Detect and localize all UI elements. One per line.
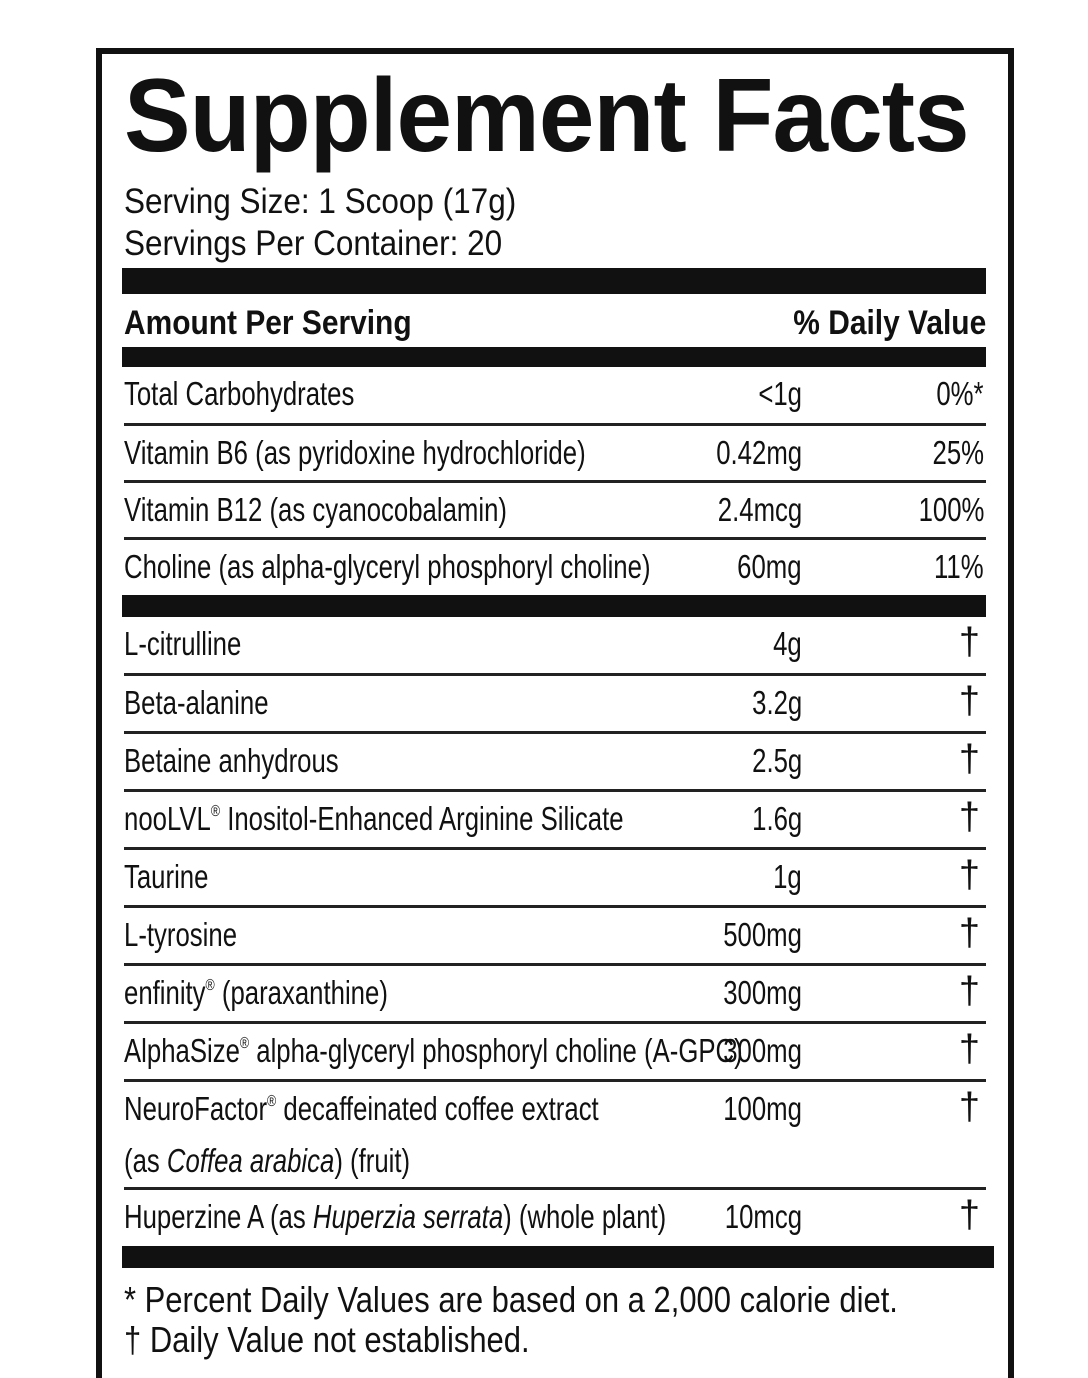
ingredient-amount: 2.5g (751, 742, 802, 779)
ingredient-name (124, 976, 388, 1009)
thick-divider (122, 347, 986, 367)
ingredient-desc: decaffeinated coffee extract (276, 1090, 599, 1127)
ingredient-amount: 1g (773, 858, 802, 895)
thick-divider (122, 595, 986, 617)
table-row (124, 367, 986, 423)
registered-mark: ® (267, 1093, 277, 1110)
brand-name: AlphaSize (124, 1032, 240, 1069)
table-row (124, 847, 986, 908)
column-header (124, 300, 986, 342)
ingredient-name: Taurine (124, 858, 209, 895)
dagger-mark: † (958, 1194, 980, 1236)
dagger-mark: † (958, 912, 980, 954)
ingredient-amount: 4g (773, 625, 802, 662)
servings-per-container: Servings Per Container: 20 (124, 224, 503, 263)
nutrient-amount: 0.42mg (716, 434, 802, 471)
ingredient-name: Huperzine A (as Huperzia serrata) (whole plant) (124, 1198, 667, 1235)
table-row (124, 617, 986, 673)
dagger-mark: † (958, 970, 980, 1012)
registered-mark: ® (239, 1035, 250, 1052)
dagger-mark: † (958, 1086, 980, 1128)
table-row (124, 789, 986, 850)
table-row (124, 537, 986, 598)
panel-title: Supplement Facts (124, 58, 969, 174)
table-row (124, 423, 986, 483)
nutrient-dv: 11% (934, 548, 984, 585)
table-row (124, 731, 986, 792)
table-row (124, 905, 986, 966)
nutrient-dv: 25% (932, 434, 984, 471)
table-row (124, 1187, 986, 1249)
ingredient-desc: alpha-glyceryl phosphoryl choline (A-GPC) (249, 1032, 743, 1069)
nutrient-name: Total Carbohydrates (124, 375, 355, 412)
ingredient-source: (as Coffea arabica) (fruit) (124, 1142, 411, 1179)
table-row (124, 1079, 986, 1190)
table-row (124, 673, 986, 734)
ingredient-name (124, 1092, 599, 1125)
thick-divider (122, 1246, 994, 1268)
ingredient-amount: 500mg (723, 916, 802, 953)
dagger-mark: † (958, 796, 980, 838)
ingredient-desc: (paraxanthine) (214, 974, 388, 1011)
table-row (124, 963, 986, 1024)
nutrient-amount: 2.4mcg (717, 491, 802, 528)
ingredient-amount: 10mcg (724, 1198, 802, 1235)
amount-per-serving-label: Amount Per Serving (124, 304, 412, 342)
thick-divider (122, 268, 986, 294)
table-row (124, 1021, 986, 1082)
dagger-mark: † (958, 854, 980, 896)
ingredient-amount: 100mg (723, 1090, 802, 1127)
ingredient-amount: 300mg (723, 1032, 802, 1069)
nutrient-dv: 0%* (936, 375, 984, 412)
registered-mark: ® (210, 803, 221, 820)
dagger-mark: † (958, 621, 980, 663)
dagger-mark: † (958, 680, 980, 722)
ingredient-amount: 3.2g (751, 684, 802, 721)
botanical-name: Coffea arabica (166, 1142, 335, 1179)
ingredient-name (124, 802, 624, 835)
ingredient-name: L-citrulline (124, 625, 242, 662)
brand-name: NeuroFactor (124, 1090, 268, 1127)
nutrient-name: Vitamin B6 (as pyridoxine hydrochloride) (124, 434, 586, 471)
ingredient-desc: Inositol-Enhanced Arginine Silicate (220, 800, 624, 837)
serving-size: Serving Size: 1 Scoop (17g) (124, 182, 517, 221)
table-row (124, 480, 986, 540)
daily-value-label: % Daily Value (793, 304, 986, 342)
botanical-name: Huperzia serrata (312, 1198, 504, 1235)
ingredient-amount: 1.6g (751, 800, 802, 837)
ingredient-amount: 300mg (723, 974, 802, 1011)
registered-mark: ® (205, 977, 215, 994)
ingredient-name: L-tyrosine (124, 916, 238, 953)
footnote-percent: * Percent Daily Values are based on a 2,000 calorie diet. (124, 1279, 898, 1320)
footnote-dagger: † Daily Value not established. (124, 1319, 530, 1360)
ingredient-name: Betaine anhydrous (124, 742, 339, 779)
nutrient-dv: 100% (918, 491, 984, 528)
ingredient-name (124, 1034, 743, 1067)
nutrient-amount: <1g (758, 375, 802, 412)
dagger-mark: † (958, 738, 980, 780)
brand-name: nooLVL (124, 800, 211, 837)
nutrient-amount: 60mg (737, 548, 802, 585)
ingredient-name: Beta-alanine (124, 684, 269, 721)
nutrient-name: Choline (as alpha-glyceryl phosphoryl choline) (124, 548, 651, 585)
nutrient-name: Vitamin B12 (as cyanocobalamin) (124, 491, 507, 528)
dagger-mark: † (958, 1028, 980, 1070)
supplement-facts-panel (96, 48, 1014, 1378)
brand-name: enfinity (124, 974, 206, 1011)
